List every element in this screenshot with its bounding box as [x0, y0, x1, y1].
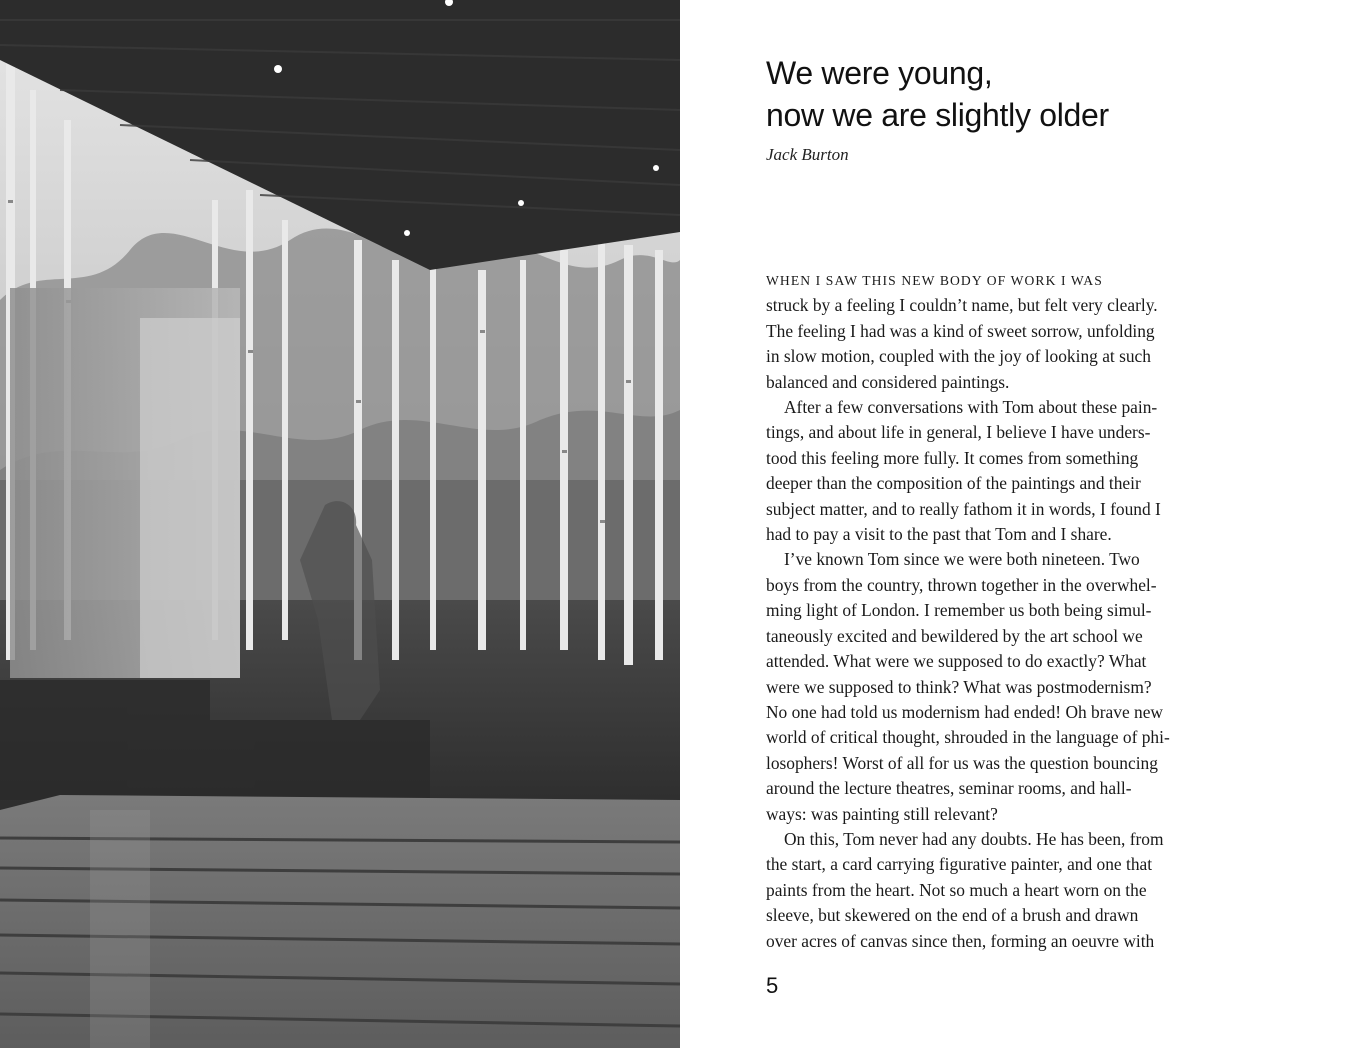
body-line: tood this feeling more fully. It comes from something	[766, 447, 1139, 468]
body-line: I’ve known Tom since we were both nineteen. Two	[784, 549, 1140, 570]
page-number: 5	[766, 973, 779, 998]
body-line: sleeve, but skewered on the end of a brush and drawn	[766, 905, 1139, 926]
body-line: were we supposed to think? What was postmodernism?	[766, 676, 1152, 697]
body-line: deeper than the composition of the paintings and their	[766, 473, 1141, 494]
body-line: losophers! Worst of all for us was the question bouncing	[766, 752, 1158, 773]
body-line: On this, Tom never had any doubts. He has been, from	[784, 828, 1164, 849]
body-line: around the lecture theatres, seminar rooms, and hall-	[766, 778, 1132, 799]
body-line: attended. What were we supposed to do exactly? What	[766, 651, 1147, 672]
text-page	[680, 0, 1360, 1048]
article-title	[766, 52, 1326, 136]
body-line: struck by a feeling I couldn’t name, but felt very clearly.	[766, 295, 1158, 316]
body-line: The feeling I had was a kind of sweet sorrow, unfolding	[766, 320, 1155, 341]
body-line: paints from the heart. Not so much a heart worn on the	[766, 879, 1147, 900]
body-line: the start, a card carrying figurative painter, and one that	[766, 854, 1153, 875]
title-line: We were young,	[766, 55, 993, 91]
body-line: ways: was painting still relevant?	[766, 803, 998, 824]
body-line: had to pay a visit to the past that Tom and I share.	[766, 524, 1112, 545]
body-line: After a few conversations with Tom about these pain-	[784, 397, 1158, 418]
lead-in-line: WHEN I SAW THIS NEW BODY OF WORK I WAS	[766, 273, 1103, 288]
article-body	[766, 268, 1226, 954]
title-line: now we are slightly older	[766, 97, 1109, 133]
body-line: boys from the country, thrown together in the overwhel-	[766, 574, 1157, 595]
body-line: subject matter, and to really fathom it in words, I found I	[766, 498, 1161, 519]
body-line: No one had told us modernism had ended! Oh brave new	[766, 701, 1163, 722]
body-line: balanced and considered paintings.	[766, 371, 1010, 392]
body-line: ming light of London. I remember us both being simul-	[766, 600, 1152, 621]
body-line: in slow motion, coupled with the joy of looking at such	[766, 346, 1151, 367]
author-byline: Jack Burton	[766, 145, 849, 164]
body-line: over acres of canvas since then, forming an oeuvre with	[766, 930, 1155, 951]
body-line: world of critical thought, shrouded in the language of phi-	[766, 727, 1170, 748]
body-line: tings, and about life in general, I believe I have unders-	[766, 422, 1151, 443]
body-line: taneously excited and bewildered by the art school we	[766, 625, 1143, 646]
